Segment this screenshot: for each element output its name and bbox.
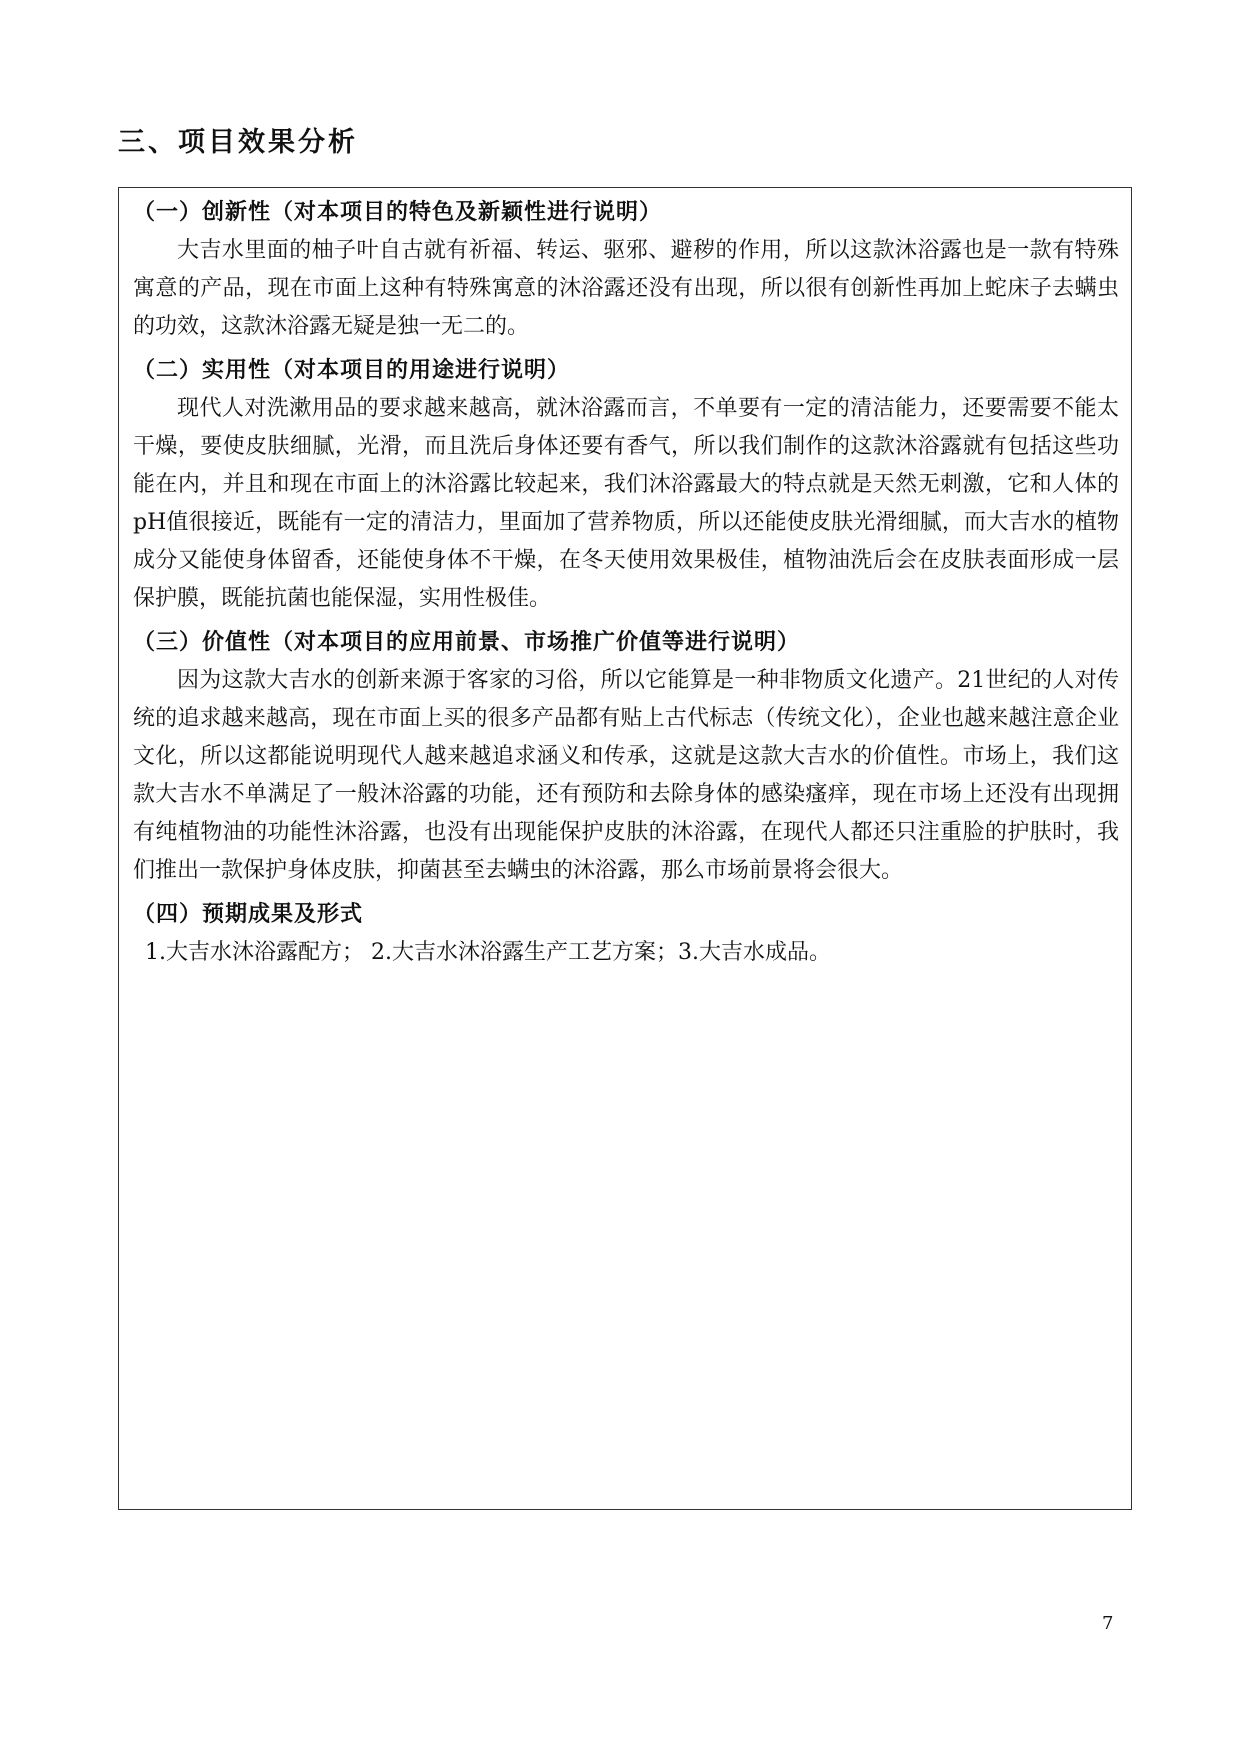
analysis-box — [118, 187, 1132, 1510]
outcomes-text: 1.大吉水沐浴露配方； 2.大吉水沐浴露生产工艺方案；3.大吉水成品。 — [145, 940, 831, 965]
value-text: 因为这款大吉水的创新来源于客家的习俗，所以它能算是一种非物质文化遗产。21世纪的人对传统的追求越来越高，现在市面上买的很多产品都有贴上古代标志（传统文化），企业也越来越注意企业文化，所以这都能说明现代人越来越追求涵义和传承，这就是这款大吉水的价值性。市场上，我们这款大吉水不单满足了一般沐浴露的功能，还有预防和去除身体的感染瘙痒，现在市场上还没有出现拥有纯植物油的功能性沐浴露，也没有出现能保护皮肤的沐浴露，在现代人都还只注重脸的护肤时，我们推出一款保护身体皮肤，抑菌甚至去螨虫的沐浴露，那么市场前景将会很大。 — [133, 668, 1119, 883]
innovation-text: 大吉水里面的柚子叶自古就有祈福、转运、驱邪、避秽的作用，所以这款沐浴露也是一款有特殊寓意的产品，现在市面上这种有特殊寓意的沐浴露还没有出现，所以很有创新性再加上蛇床子去螨虫的功效，这款沐浴露无疑是独一无二的。 — [133, 238, 1119, 339]
innovation-heading: （一）创新性（对本项目的特色及新颖性进行说明） — [133, 200, 663, 225]
section-title: 三、项目效果分析 — [118, 127, 358, 158]
page-number: 7 — [1102, 1613, 1114, 1634]
practicality-text: 现代人对洗漱用品的要求越来越高，就沐浴露而言，不单要有一定的清洁能力，还要需要不能太干燥，要使皮肤细腻，光滑，而且洗后身体还要有香气，所以我们制作的这款沐浴露就有包括这些功能在内，并且和现在市面上的沐浴露比较起来，我们沐浴露最大的特点就是天然无刺激，它和人体的pH值很接近，既能有一定的清洁力，里面加了营养物质，所以还能使皮肤光滑细腻，而大吉水的植物成分又能使身体留香，还能使身体不干燥，在冬天使用效果极佳，植物油洗后会在皮肤表面形成一层保护膜，既能抗菌也能保湿，实用性极佳。 — [133, 396, 1119, 611]
value-heading: （三）价值性（对本项目的应用前景、市场推广价值等进行说明） — [133, 630, 801, 655]
outcomes-heading: （四）预期成果及形式 — [133, 902, 364, 927]
practicality-heading: （二）实用性（对本项目的用途进行说明） — [133, 358, 571, 383]
